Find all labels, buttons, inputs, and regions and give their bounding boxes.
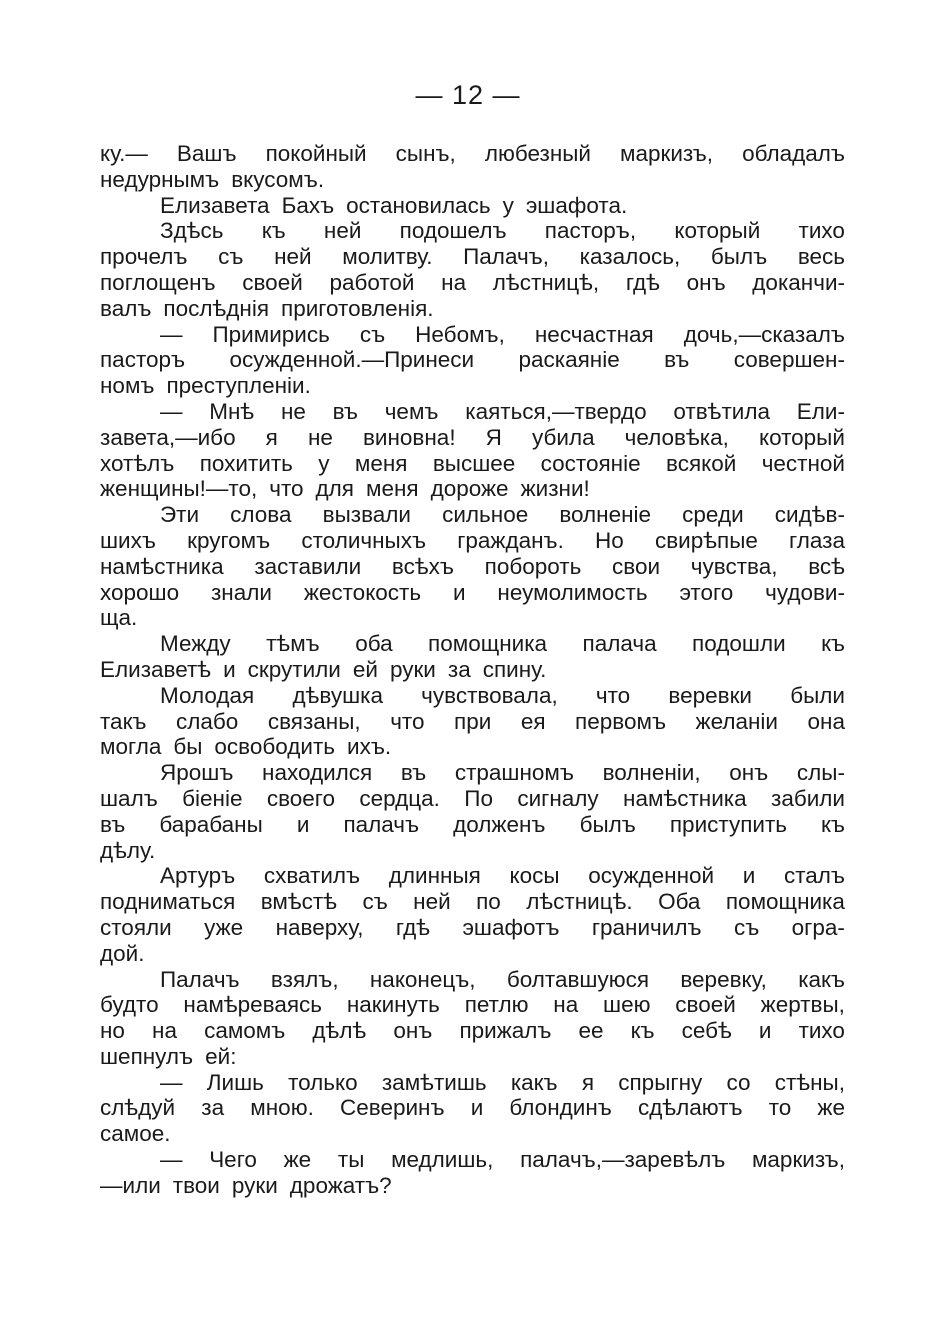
text-line [100, 915, 845, 941]
word: въ [332, 398, 358, 424]
word: маркизъ, [751, 1147, 845, 1173]
word: въ [664, 347, 690, 373]
word: блондинъ [509, 1095, 612, 1121]
word: жизни! [520, 476, 590, 502]
word: стояли [100, 914, 172, 940]
text-line [100, 967, 845, 993]
word: — [160, 398, 183, 424]
word: высшее [432, 450, 516, 476]
word: свои [612, 553, 661, 579]
word: глаза [789, 527, 845, 553]
text-line [100, 709, 845, 735]
word: честной [761, 450, 845, 476]
word: виновна! [362, 424, 456, 450]
word: и [223, 656, 236, 682]
word: Ели- [796, 398, 845, 424]
word: Оба [658, 889, 701, 915]
word: по [476, 889, 501, 915]
word: же [817, 1095, 845, 1121]
word: подниматься [100, 889, 236, 915]
word: Небомъ, [415, 321, 505, 347]
word: сильное [442, 502, 529, 528]
word: жестокость [303, 579, 422, 605]
word: освободить [214, 734, 336, 760]
text-line [100, 502, 845, 528]
word: покойный [265, 141, 367, 166]
word: отвѣтила [673, 398, 770, 424]
word: петлю [464, 992, 529, 1018]
word: у [318, 450, 330, 476]
word: на [441, 269, 467, 295]
word: похитить [199, 450, 293, 476]
text-line [100, 322, 845, 348]
word: Чего [209, 1147, 257, 1173]
word: тихо [798, 1018, 845, 1044]
word: какъ [510, 1069, 558, 1095]
word: который [674, 218, 761, 244]
text-line [100, 1121, 845, 1147]
word: палачъ,—заревѣлъ [520, 1147, 726, 1173]
word: онъ [393, 1018, 433, 1044]
word: Палачъ, [463, 244, 549, 270]
word: свирѣпые [654, 527, 758, 553]
text-line [100, 193, 845, 219]
word: маркизъ, [620, 141, 714, 166]
word: онъ [729, 760, 769, 786]
word: болтавшуюся [506, 966, 650, 992]
word: убила [531, 424, 595, 450]
word: женщины!—то, [100, 476, 258, 502]
text-line [100, 683, 845, 709]
word: Артуръ [160, 863, 236, 889]
word: Елизаветѣ [100, 656, 212, 682]
word: послѣднія [163, 295, 270, 321]
word: ней [274, 244, 312, 270]
word: знали [210, 579, 272, 605]
word: слы- [796, 760, 845, 786]
word: Между [160, 631, 231, 657]
word: гражданъ. [457, 527, 564, 553]
word: съ [218, 244, 244, 270]
word: ку.— [100, 141, 148, 166]
word: спину. [482, 656, 547, 682]
word: прижалъ [459, 1018, 552, 1044]
word: пасторъ, [544, 218, 637, 244]
text-line [100, 631, 845, 657]
word: что [269, 476, 304, 502]
text-line [100, 812, 845, 838]
word: валъ [100, 295, 152, 321]
word: себѣ [681, 1018, 732, 1044]
word: помощника [725, 889, 845, 915]
word: волненіе [559, 502, 652, 528]
word: намѣстника [623, 785, 747, 811]
word: намѣстника [100, 553, 224, 579]
word: но [100, 1018, 125, 1044]
text-line [100, 1147, 845, 1173]
word: ей [352, 656, 378, 682]
word: наконецъ, [369, 966, 476, 992]
text-line [100, 347, 845, 373]
word: бы [173, 734, 203, 760]
word: ты [337, 1147, 365, 1173]
word: несчастная [534, 321, 654, 347]
word: будто [100, 992, 159, 1018]
body-text [100, 141, 845, 1199]
word: чувства, [690, 553, 778, 579]
word: этого [679, 579, 734, 605]
word: недурнымъ [100, 166, 220, 192]
word: на [152, 1018, 177, 1044]
word: для [315, 476, 354, 502]
text-line [100, 941, 845, 967]
word: остановилась [346, 192, 491, 218]
word: совершен- [733, 347, 845, 373]
word: самое. [100, 1121, 171, 1147]
word: Примирись [212, 321, 330, 347]
word: и [742, 863, 756, 889]
word: скрутили [247, 656, 341, 682]
word: Мнѣ [209, 398, 255, 424]
word: ей: [205, 1043, 237, 1069]
word: мною. [250, 1095, 314, 1121]
word: приготовленія. [281, 295, 434, 321]
word: своей [242, 269, 303, 295]
word: сдѣлаютъ [637, 1095, 743, 1121]
word: оба [355, 631, 393, 657]
word: жертвы, [760, 992, 845, 1018]
word: же [283, 1147, 312, 1173]
word: гдѣ [625, 269, 660, 295]
word: поглощенъ [100, 269, 216, 295]
word: уже [204, 914, 244, 940]
word: подошелъ [399, 218, 507, 244]
word: схватилъ [263, 863, 361, 889]
word: я [265, 424, 278, 450]
word: страшномъ [454, 760, 574, 786]
word: номъ [100, 373, 155, 399]
word: эшафота. [525, 192, 628, 218]
text-line [100, 838, 845, 864]
word: руки [231, 1172, 278, 1198]
word: сынъ, [395, 141, 456, 166]
word: Елизавета [160, 192, 270, 218]
word: пасторъ [100, 347, 186, 373]
word: не [280, 398, 306, 424]
word: — [160, 1069, 183, 1095]
word: меня [366, 476, 419, 502]
text-line [100, 992, 845, 1018]
word: Лишь [206, 1069, 264, 1095]
word: въ [400, 760, 427, 786]
word: всѣ [808, 553, 845, 579]
word: съ [359, 321, 386, 347]
word: шепнулъ [100, 1043, 194, 1069]
word: ней [413, 889, 451, 915]
word: ихъ. [347, 734, 392, 760]
word: первомъ [575, 708, 667, 734]
page-number: — 12 — [415, 80, 521, 110]
word: вкусомъ. [231, 166, 325, 192]
word: огра- [791, 914, 845, 940]
word: были [790, 682, 845, 708]
text-line [100, 425, 845, 451]
word: вмѣстѣ [260, 889, 338, 915]
word: руки [389, 656, 436, 682]
word: хотѣлъ [100, 450, 175, 476]
text-line [100, 889, 845, 915]
word: что [390, 708, 425, 734]
word: не [307, 424, 333, 450]
word: барабаны [159, 811, 263, 837]
text-line [100, 451, 845, 477]
word: эшафотъ [462, 914, 560, 940]
word: осужденной [588, 863, 715, 889]
word: веревки [668, 682, 752, 708]
text-line [100, 270, 845, 296]
word: гдѣ [395, 914, 431, 940]
word: шихъ [100, 527, 156, 553]
word: дѣвушка [292, 682, 383, 708]
text-line [100, 528, 845, 554]
word: — [160, 1147, 183, 1173]
text-line [100, 1018, 845, 1044]
word: лѣстницѣ, [492, 269, 600, 295]
word: молитву. [342, 244, 433, 270]
text-line [100, 373, 845, 399]
text-line [100, 734, 845, 760]
word: побороть [484, 553, 582, 579]
word: къ [261, 218, 286, 244]
word: своего [266, 785, 336, 811]
word: хорошо [100, 579, 180, 605]
word: она [807, 708, 845, 734]
word: преступленіи. [166, 373, 311, 399]
word: Палачъ [160, 966, 240, 992]
word: лѣстницѣ. [526, 889, 633, 915]
word: завета,—ибо [100, 424, 236, 450]
word: дрожатъ? [289, 1172, 392, 1198]
word: сердца. [359, 785, 440, 811]
word: желаніи [695, 708, 778, 734]
word: только [288, 1069, 358, 1095]
word: къ [821, 631, 845, 657]
word: наверху, [275, 914, 364, 940]
word: намѣреваясь [183, 992, 322, 1018]
text-line [100, 167, 845, 193]
word: косы [509, 863, 560, 889]
word: ее [578, 1018, 604, 1044]
text-line [100, 296, 845, 322]
word: находился [262, 760, 373, 786]
word: сидѣв- [774, 502, 845, 528]
word: Молодая [160, 682, 255, 708]
word: среди [682, 502, 744, 528]
word: за [447, 656, 471, 682]
word: граничилъ [591, 914, 702, 940]
text-line [100, 580, 845, 606]
word: за [201, 1095, 225, 1121]
text-line [100, 141, 845, 167]
word: Ярошъ [160, 760, 234, 786]
word: Вашъ [176, 141, 237, 166]
word: и [296, 811, 310, 837]
word: человѣка, [624, 424, 729, 450]
word: неумолимость [497, 579, 648, 605]
word: ща. [100, 605, 138, 631]
word: любезный [484, 141, 591, 166]
word: чемъ [384, 398, 439, 424]
word: что [595, 682, 631, 708]
word: тихо [798, 218, 845, 244]
word: — [160, 321, 183, 347]
word: весь [797, 244, 845, 270]
text-line [100, 605, 845, 631]
word: По [464, 785, 493, 811]
word: съ [733, 914, 760, 940]
word: накинуть [346, 992, 440, 1018]
word: Бахъ [281, 192, 335, 218]
word: связаны, [267, 708, 361, 734]
word: каяться,—твердо [465, 398, 647, 424]
word: и [452, 579, 466, 605]
word: стѣны, [774, 1069, 845, 1095]
word: при [454, 708, 492, 734]
word: медлишь, [391, 1147, 494, 1173]
word: какъ [798, 966, 845, 992]
word: подошли [692, 631, 786, 657]
text-line [100, 218, 845, 244]
word: я [581, 1069, 595, 1095]
word: съ [362, 889, 388, 915]
word: раскаяніе [518, 347, 620, 373]
word: дороже [430, 476, 509, 502]
word: ней [323, 218, 362, 244]
word: казалось, [579, 244, 681, 270]
text-line [100, 399, 845, 425]
word: волненіи, [602, 760, 701, 786]
text-line [100, 1044, 845, 1070]
word: слова [230, 502, 292, 528]
word: Здѣсь [160, 218, 224, 244]
word: замѣтишь [381, 1069, 487, 1095]
word: чувствовала, [421, 682, 558, 708]
word: у [502, 192, 514, 218]
word: забили [771, 785, 845, 811]
word: въ [100, 811, 126, 837]
word: спрыгну [618, 1069, 703, 1095]
word: палачъ [343, 811, 420, 837]
word: со [726, 1069, 751, 1095]
text-line [100, 1070, 845, 1096]
text-line [100, 863, 845, 889]
word: тѣмъ [266, 631, 320, 657]
word: веревку, [680, 966, 767, 992]
word: который [758, 424, 845, 450]
word: то [768, 1095, 792, 1121]
word: могла [100, 734, 162, 760]
word: ея [520, 708, 546, 734]
text-line [100, 554, 845, 580]
word: столичныхъ [301, 527, 427, 553]
text-line [100, 760, 845, 786]
word: заставили [254, 553, 362, 579]
word: доканчи- [752, 269, 845, 295]
word: шею [603, 992, 651, 1018]
text-line [100, 1095, 845, 1121]
word: такъ [100, 708, 147, 734]
word: обладалъ [742, 141, 845, 166]
word: осужденной.—Принеси [229, 347, 475, 373]
word: дочь,—сказалъ [683, 321, 845, 347]
word: самомъ [204, 1018, 286, 1044]
word: Я [485, 424, 502, 450]
word: Северинъ [339, 1095, 445, 1121]
word: кругомъ [187, 527, 271, 553]
word: всѣхъ [391, 553, 454, 579]
word: всякой [666, 450, 737, 476]
word: меня [354, 450, 408, 476]
word: и [758, 1018, 772, 1044]
word: длинныя [388, 863, 481, 889]
word: чудови- [765, 579, 845, 605]
word: Но [595, 527, 624, 553]
word: дѣлѣ [312, 1018, 367, 1044]
word: приступить [669, 811, 787, 837]
word: къ [630, 1018, 655, 1044]
word: и [470, 1095, 484, 1121]
word: онъ [686, 269, 726, 295]
word: помощника [428, 631, 548, 657]
word: сталъ [783, 863, 845, 889]
word: слабо [176, 708, 239, 734]
text-line [100, 1173, 845, 1199]
word: палача [582, 631, 657, 657]
word: былъ [710, 244, 768, 270]
word: долженъ [453, 811, 546, 837]
text-line [100, 786, 845, 812]
word: —или [100, 1172, 161, 1198]
text-line [100, 476, 845, 502]
word: біеніе [182, 785, 243, 811]
word: состояніе [540, 450, 641, 476]
word: прочелъ [100, 244, 188, 270]
word: сигналу [517, 785, 599, 811]
word: слѣдуй [100, 1095, 176, 1121]
word: былъ [579, 811, 636, 837]
word: вызвали [322, 502, 411, 528]
word: дой. [100, 940, 145, 966]
word: на [553, 992, 579, 1018]
word: шалъ [100, 785, 158, 811]
text-line [100, 244, 845, 270]
word: Эти [160, 502, 200, 528]
word: работой [329, 269, 415, 295]
word: къ [821, 811, 845, 837]
word: твои [172, 1172, 220, 1198]
word: взялъ, [270, 966, 339, 992]
word: своей [675, 992, 736, 1018]
text-line [100, 657, 845, 683]
word: дѣлу. [100, 837, 156, 863]
